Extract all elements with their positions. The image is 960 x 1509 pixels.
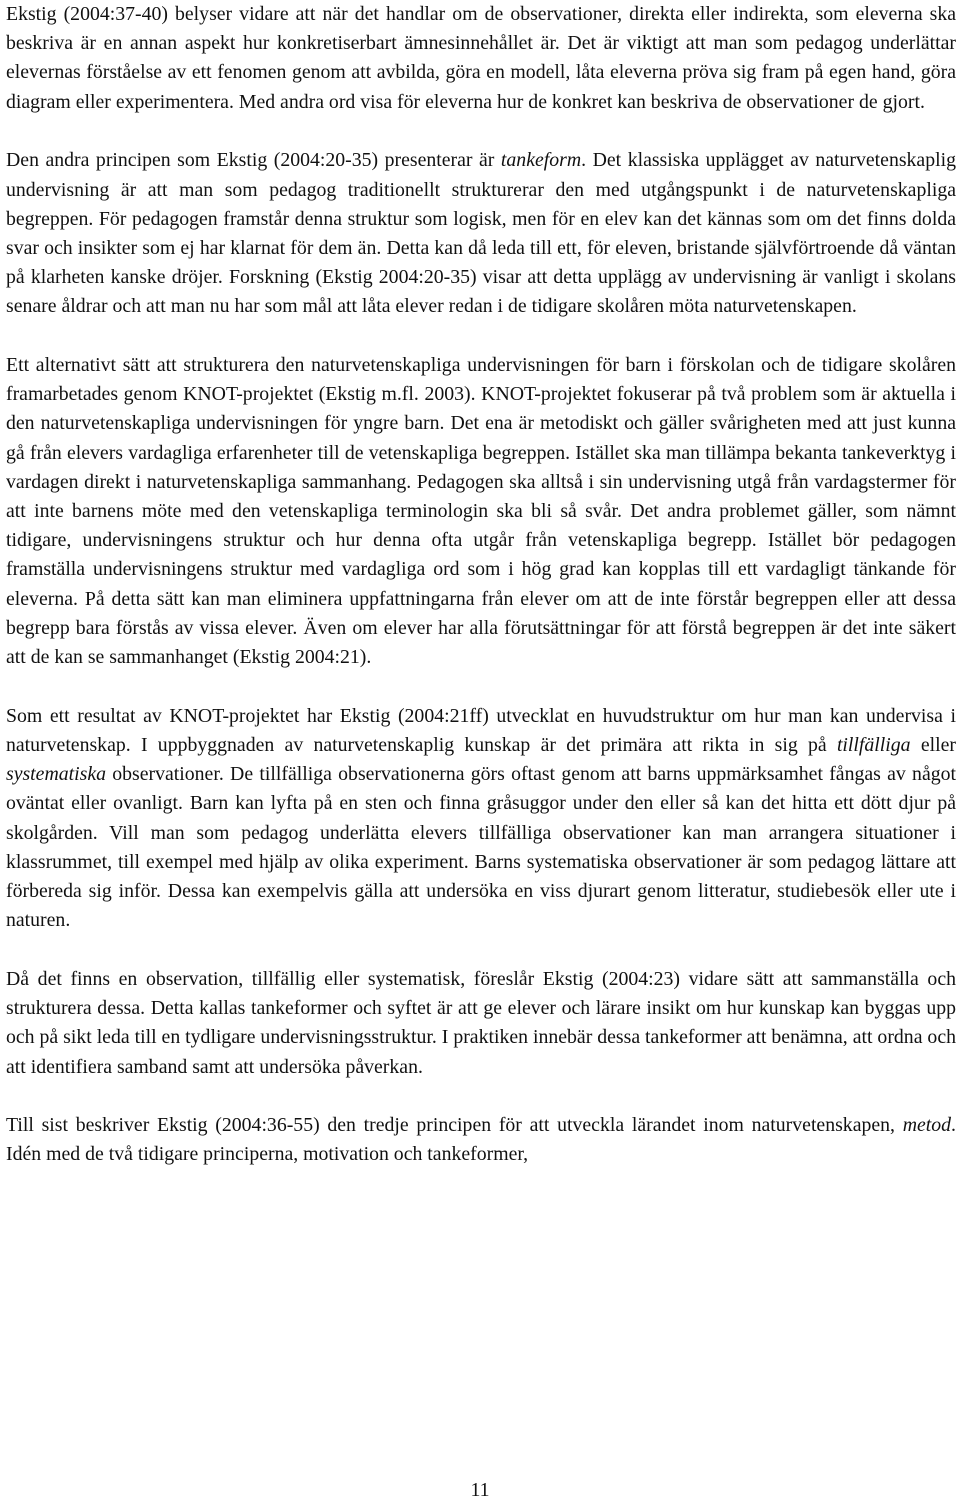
page-number: 11: [470, 1479, 490, 1501]
emphasis-term: tillfälliga: [836, 733, 911, 756]
paragraph-text: Den andra principen som Ekstig (2004:20-35) presenterar är: [6, 149, 501, 172]
paragraph-text: Till sist beskriver Ekstig (2004:36-55) den tredje principen för att utveckla lärandet inom naturvetenskapen,: [6, 1114, 903, 1137]
paragraph-text: Ett alternativt sätt att strukturera den naturvetenskapliga undervisningen för barn i förskolan och de tidigare skolåren framarbetades genom KNOT-projektet (Ekstig m.fl. 2003). KNOT-projektet fokuserar på två problem som är aktuella i den naturvetenskapliga undervisningen för yngre barn. Det ena är metodiskt och gäller svårigheten med att just kunna gå från elevers vardagliga erfarenheter till de vetenskapliga begreppen. Istället ska man tillämpa bekanta tankeverktyg i vardagen direkt i naturvetenskapliga sammanhang. Pedagogen ska alltså i sin undervisning utgå från vardagstermer för att inte barnens möte med den vetenskapliga terminologin ska bli så svår. Det andra problemet gäller, som nämnt tidigare, undervisningens struktur och hur denna ofta utgår från vetenskapliga begrepp. Istället bör pedagogen framställa undervisningens struktur med vardagliga ord som i hög grad kan kopplas till ett vardagligt tänkande för eleverna. På detta sätt kan man eliminera uppfattningarna från elever om att de inte förstår begreppen eller att dessa begrepp bara förstås av vissa elever. Även om elever har alla förutsättningar för att förstå begreppen är det inte säkert att de kan se sammanhanget (Ekstig 2004:21).: [6, 354, 956, 669]
paragraph-metod: [6, 1111, 956, 1169]
document-body: [6, 0, 956, 1199]
paragraph-text: Som ett resultat av KNOT-projektet har Ekstig (2004:21ff) utvecklat en huvudstruktur om hur man kan undervisa i naturvetenskap. I uppbyggnaden av naturvetenskaplig kunskap är det primära att rikta in sig på: [6, 704, 956, 756]
paragraph-text: Ekstig (2004:37-40) belyser vidare att när det handlar om de observationer, direkta eller indirekta, som eleverna ska beskriva är en annan aspekt hur konkretiserbart ämnesinnehållet är. Det är viktigt att man som pedagog underlättar elevernas förståelse av ett fenomen genom att avbilda, göra en modell, låta eleverna pröva sig fram på egen hand, göra diagram eller experimentera. Med andra ord visa för eleverna hur de konkret kan beskriva de observationer de gjort.: [6, 3, 956, 113]
paragraph-text: . Idén med de två tidigare principerna, motivation och tankeformer,: [6, 1114, 956, 1166]
paragraph-text: eller: [910, 733, 956, 756]
paragraph-text: . Det klassiska upplägget av naturvetenskaplig undervisning är att man som pedagog traditionellt strukturerar den med utgångspunkt i de naturvetenskapliga begreppen. För pedagogen framstår denna struktur som logisk, men för en elev kan det kännas som om det finns dolda svar och insikter som ej har klarnat för dem än. Detta kan då leda till ett, för eleven, bristande självförtroende då väntan på klarheten kanske dröjer. Forskning (Ekstig 2004:20-35) visar att detta upplägg av undervisning är vanligt i skolans senare åldrar och att man nu har som mål att låta elever redan i de tidigare skolåren möta naturvetenskapen.: [6, 149, 956, 318]
paragraph-text: Då det finns en observation, tillfällig eller systematisk, föreslår Ekstig (2004:23) vidare sätt att sammanställa och strukturera dessa. Detta kallas tankeformer och syftet är att ge elever och lärare insikt om hur kunskap kan byggas upp och på sikt leda till en tydligare undervisningsstruktur. I praktiken innebär dessa tankeformer att benämna, att ordna och att identifiera samband samt att undersöka påverkan.: [6, 967, 956, 1078]
emphasis-term: metod: [902, 1114, 952, 1137]
paragraph-knot-project: [6, 351, 956, 672]
paragraph-text: observationer. De tillfälliga observationerna görs oftast genom att barns uppmärksamhet fångas av något oväntat eller ovanligt. Barn kan lyfta på en sten och finna gråsuggor under den eller så kan det hitta ett dött djur på skolgården. Vill man som pedagog underlätta elevers tillfälliga observationer kan man arrangera situationer i klassrummet, till exempel med hjälp av olika experiment. Barns systematiska observationer är som pedagog lättare att förbereda sig inför. Dessa kan exempelvis gälla att undersöka en viss djurart genom litteratur, studiebesök eller ute i naturen.: [6, 763, 956, 932]
paragraph-huvudstruktur: [6, 702, 956, 936]
paragraph-observations: [6, 0, 956, 117]
emphasis-term: tankeform: [500, 149, 582, 172]
emphasis-term: systematiska: [6, 763, 106, 786]
paragraph-tankeformer: [6, 965, 956, 1082]
paragraph-tankeform: [6, 146, 956, 321]
